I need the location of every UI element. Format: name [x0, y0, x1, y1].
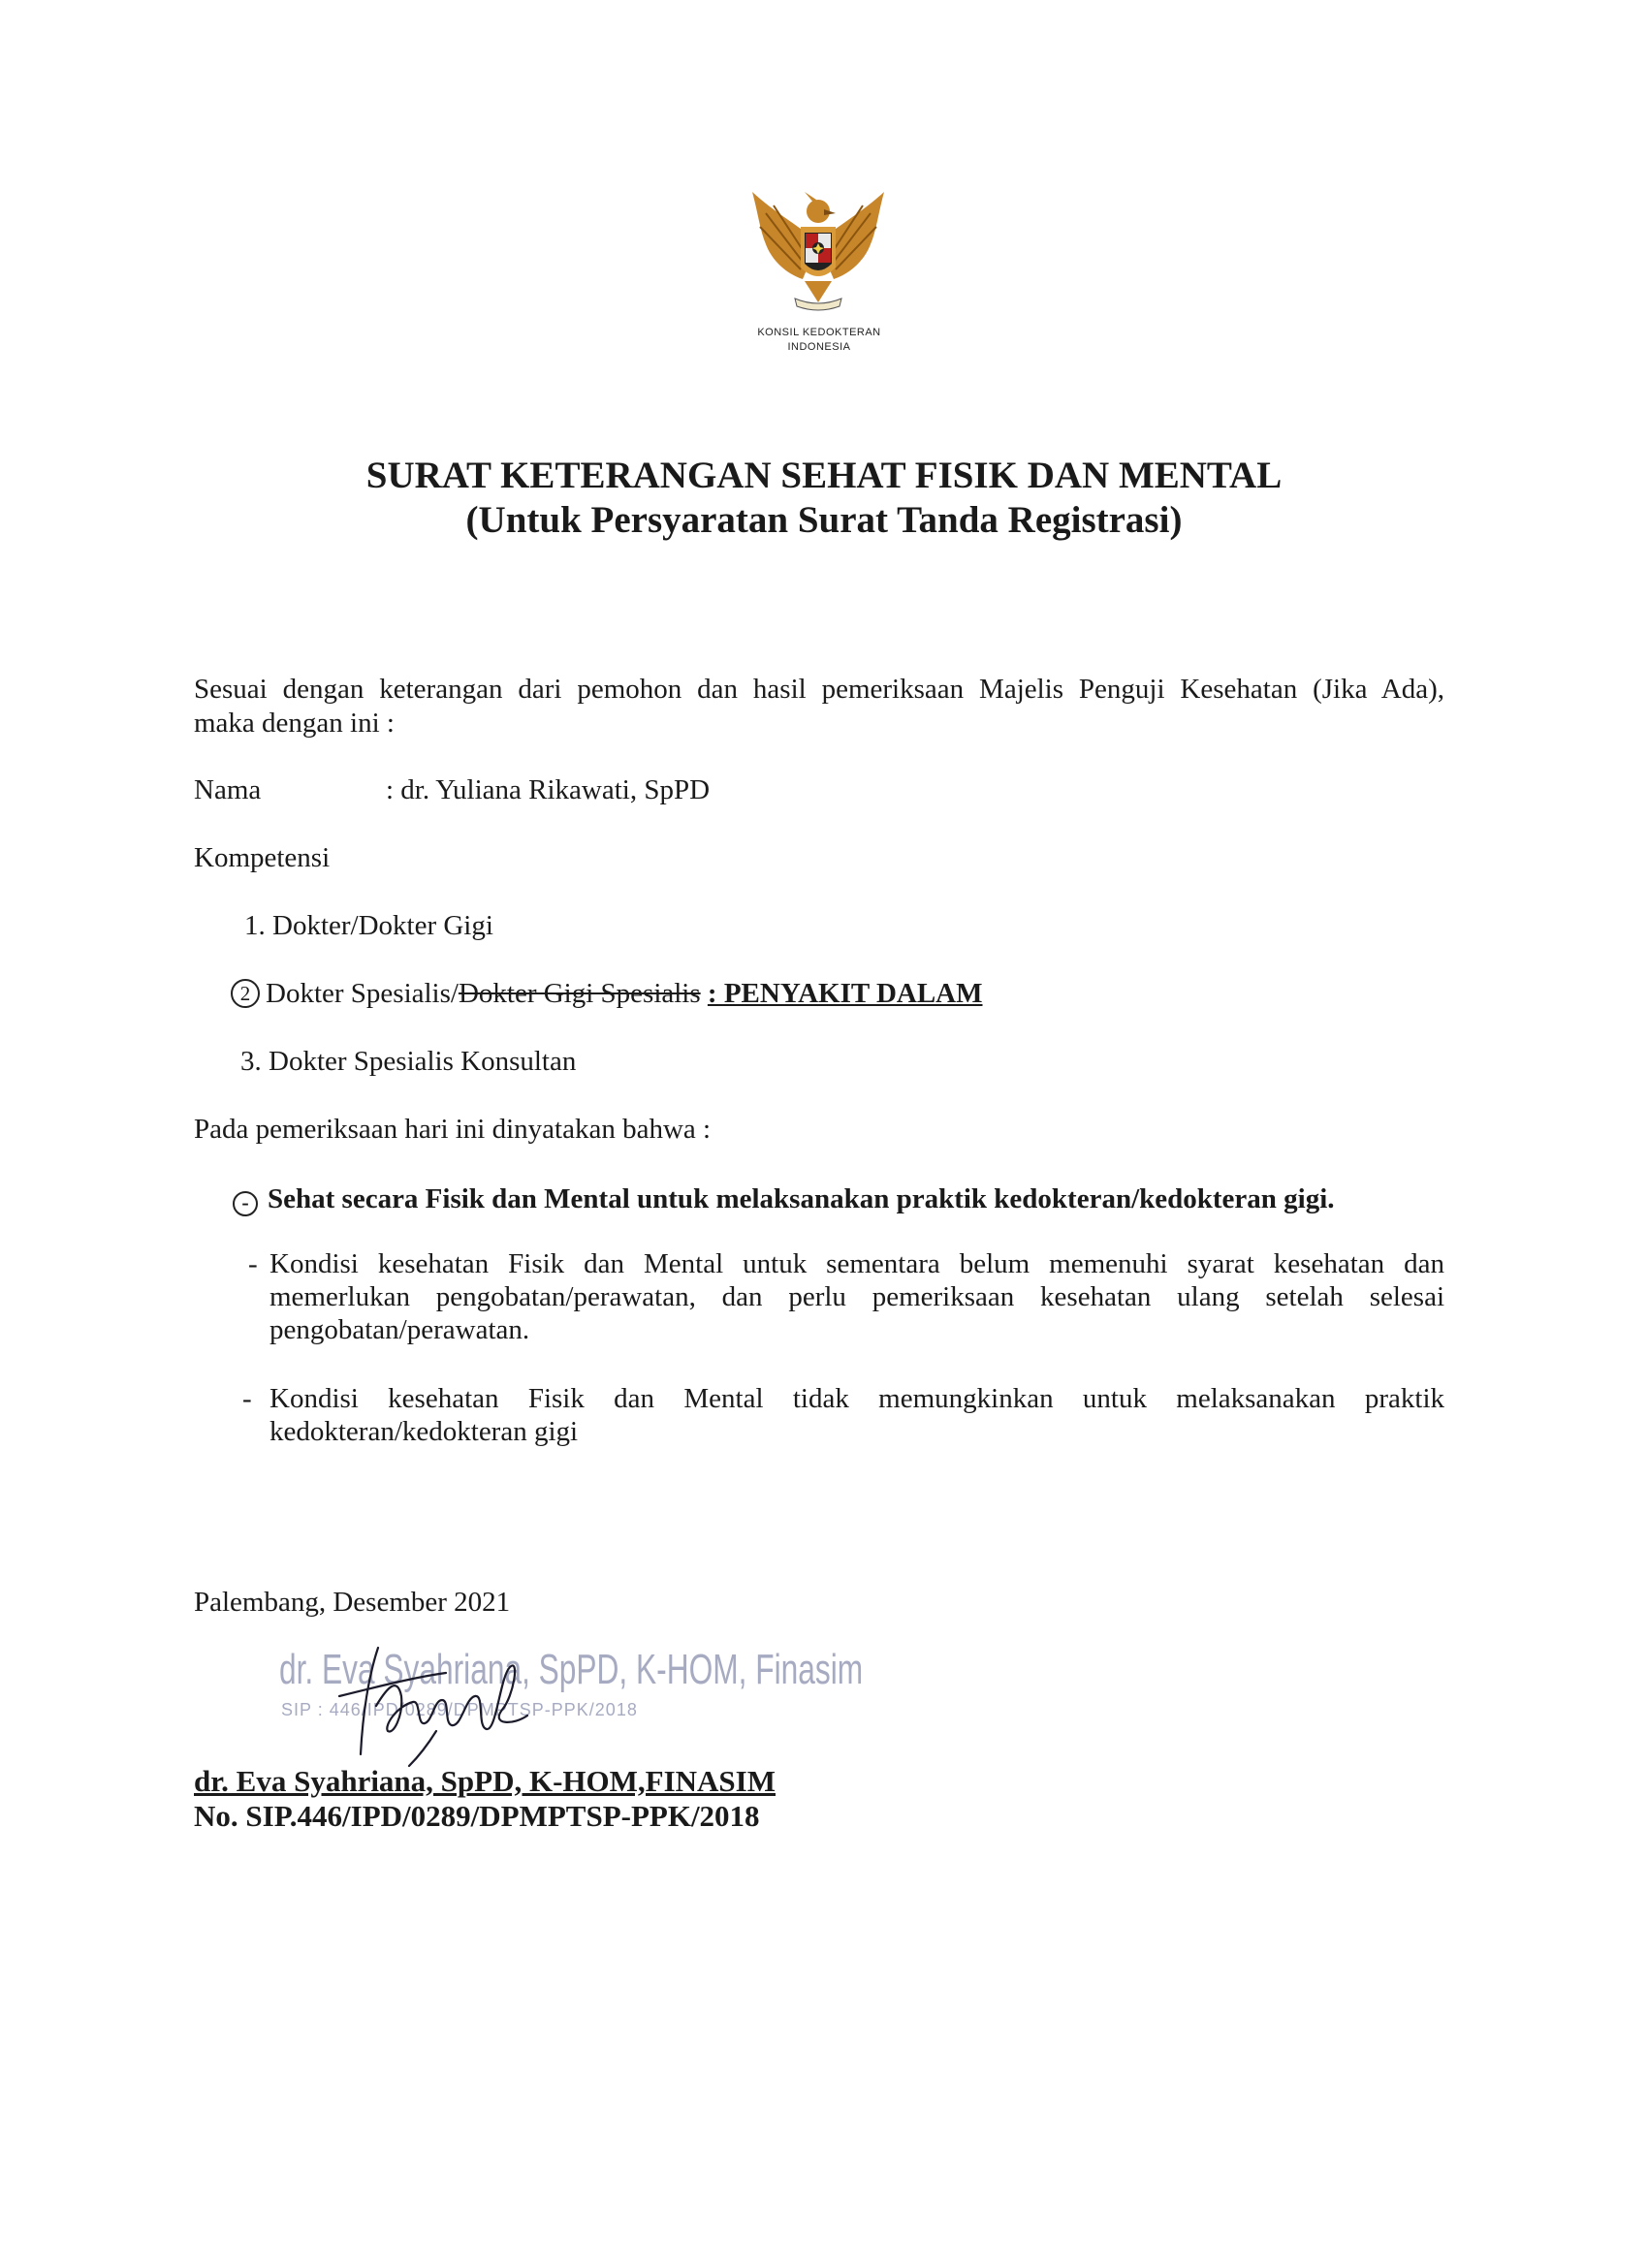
option-3-dash: - — [242, 1383, 252, 1414]
doctor-stamp-sip: SIP : 446/IPD/0289/DPMPTSP-PPK/2018 — [281, 1700, 638, 1719]
statement-option-1-text: Sehat secara Fisik dan Mental untuk melaksanakan praktik kedokteran/kedokteran gigi. — [268, 1183, 1335, 1214]
option-3-line1: Kondisi kesehatan Fisik dan Mental tidak memungkinkan untuk melaksanakan praktik — [269, 1383, 1444, 1414]
document-subtitle: (Untuk Persyaratan Surat Tanda Registrasi) — [465, 499, 1183, 541]
kompetensi-item-2-struck: Dokter Gigi Spesialis — [458, 978, 701, 1009]
handwritten-signature-icon — [320, 1638, 553, 1783]
signer-name: dr. Eva Syahriana, SpPD, K-HOM,FINASIM — [194, 1764, 776, 1798]
emblem-caption-line1: KONSIL KEDOKTERAN — [757, 327, 881, 338]
nama-label: Nama — [194, 774, 262, 805]
option-2-dash: - — [248, 1248, 258, 1279]
statement-option-1 — [233, 1182, 1335, 1216]
doctor-stamp-name: dr. Eva Syahriana, SpPD, K-HOM, Finasim — [279, 1646, 864, 1693]
document-title: SURAT KETERANGAN SEHAT FISIK DAN MENTAL — [365, 455, 1283, 496]
option-3-line2: kedokteran/kedokteran gigi — [269, 1416, 579, 1447]
kompetensi-item-1: 1. Dokter/Dokter Gigi — [244, 910, 493, 941]
nama-value: : dr. Yuliana Rikawati, SpPD — [386, 774, 711, 805]
garuda-pancasila-emblem-icon — [746, 184, 890, 320]
circled-number-2: 2 — [231, 979, 260, 1008]
emblem-caption-line2: INDONESIA — [787, 341, 851, 353]
option-2-line1: Kondisi kesehatan Fisik dan Mental untuk sementara belum memenuhi syarat kesehatan dan — [269, 1248, 1444, 1279]
kompetensi-item-2-text: Dokter Spesialis/ — [266, 978, 459, 1009]
intro-line1: Sesuai dengan keterangan dari pemohon dan hasil pemeriksaan Majelis Penguji Kesehatan (Jika Ada), — [194, 674, 1444, 705]
statement-intro: Pada pemeriksaan hari ini dinyatakan bahwa : — [194, 1114, 712, 1145]
option-2-line2: memerlukan pengobatan/perawatan, dan perlu pemeriksaan kesehatan ulang setelah selesai — [269, 1281, 1444, 1312]
option-2-line3: pengobatan/perawatan. — [269, 1314, 530, 1345]
intro-line2: maka dengan ini : — [194, 708, 395, 739]
circled-dash-marker: - — [233, 1191, 258, 1216]
kompetensi-label: Kompetensi — [194, 842, 331, 873]
kompetensi-item-3: 3. Dokter Spesialis Konsultan — [240, 1046, 577, 1077]
kompetensi-item-2 — [231, 977, 983, 1010]
place-date: Palembang, Desember 2021 — [194, 1587, 511, 1618]
signer-sip-number: No. SIP.446/IPD/0289/DPMPTSP-PPK/2018 — [194, 1799, 760, 1833]
kompetensi-item-2-value: : PENYAKIT DALAM — [707, 978, 983, 1009]
